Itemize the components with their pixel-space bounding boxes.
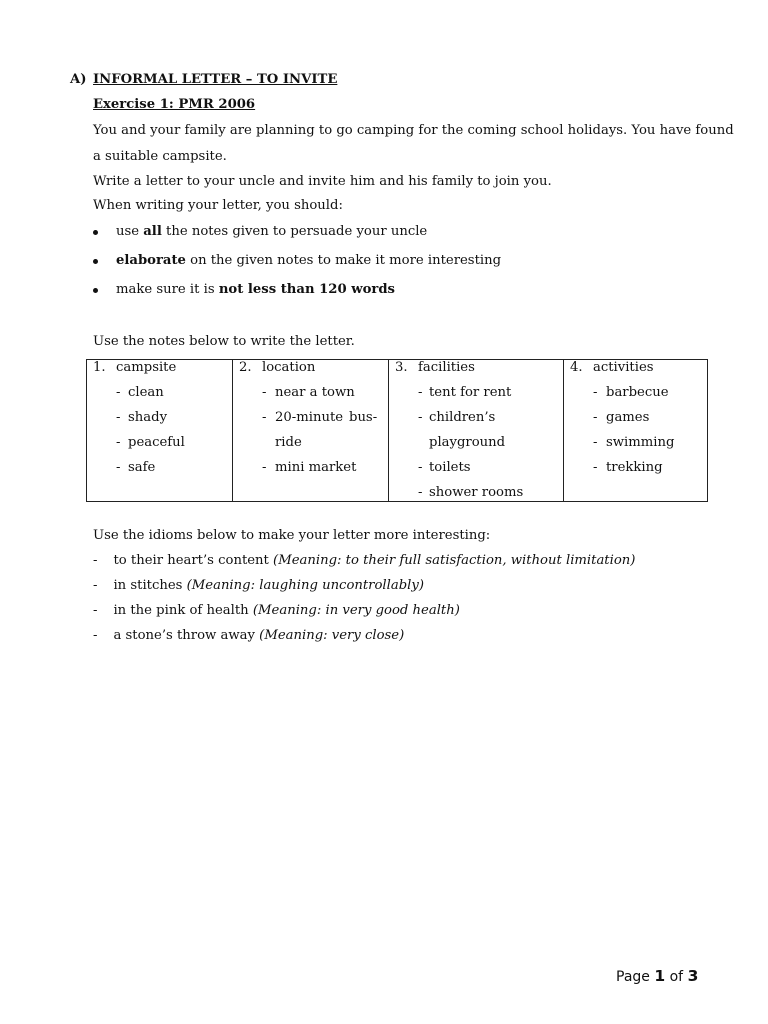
list-item: - in the pink of health (Meaning: in very good health) bbox=[93, 603, 460, 618]
notes-item: ride bbox=[275, 435, 302, 450]
notes-heading: campsite bbox=[116, 360, 177, 375]
section-label: A) bbox=[70, 72, 87, 87]
notes-cell-activities: 4. activities - barbecue - games - swimming - trekking bbox=[564, 360, 708, 502]
notes-heading: location bbox=[262, 360, 316, 375]
notes-item: bus- bbox=[349, 410, 378, 425]
notes-item: games bbox=[606, 410, 650, 425]
list-item: - to their heart’s content (Meaning: to their full satisfaction, without limitation) bbox=[93, 553, 636, 568]
notes-item: safe bbox=[128, 460, 156, 475]
notes-item: shower rooms bbox=[429, 485, 524, 500]
notes-cell-facilities: 3. facilities - tent for rent - children’s playground - toilets - shower rooms bbox=[389, 360, 564, 502]
intro-line-3: Write a letter to your uncle and invite him and his family to join you. bbox=[93, 174, 552, 189]
idioms-intro: Use the idioms below to make your letter more interesting: bbox=[93, 528, 491, 543]
notes-item: children’s bbox=[429, 410, 496, 425]
notes-item: playground bbox=[429, 435, 506, 450]
notes-item: peaceful bbox=[128, 435, 185, 450]
bullet-icon bbox=[93, 288, 98, 293]
notes-item: mini market bbox=[275, 460, 357, 475]
intro-line-2: a suitable campsite. bbox=[93, 149, 227, 164]
notes-item: shady bbox=[128, 410, 168, 425]
notes-item: clean bbox=[128, 385, 164, 400]
notes-item: swimming bbox=[606, 435, 675, 450]
notes-item: tent for rent bbox=[429, 385, 512, 400]
intro-line-1: You and your family are planning to go camping for the coming school holidays. You have found bbox=[93, 123, 734, 138]
bullet-item: elaborate on the given notes to make it more interesting bbox=[116, 253, 502, 268]
bullet-item: use all the notes given to persuade your uncle bbox=[116, 224, 428, 239]
notes-cell-location: 2. location - near a town - 20-minute bus- ride - mini market bbox=[233, 360, 389, 502]
notes-item: 20-minute bbox=[275, 410, 344, 425]
bullet-item: make sure it is not less than 120 words bbox=[116, 282, 395, 297]
notes-heading: activities bbox=[593, 360, 654, 375]
page-number: Page 1 of 3 bbox=[616, 967, 699, 985]
notes-item: toilets bbox=[429, 460, 471, 475]
notes-item: barbecue bbox=[606, 385, 669, 400]
list-item: - a stone’s throw away (Meaning: very close) bbox=[93, 628, 405, 643]
section-title: INFORMAL LETTER – TO INVITE bbox=[93, 72, 338, 87]
notes-intro: Use the notes below to write the letter. bbox=[93, 334, 355, 349]
notes-item: near a town bbox=[275, 385, 355, 400]
bullet-icon bbox=[93, 259, 98, 264]
notes-cell-campsite: 1. campsite - clean - shady - peaceful - safe bbox=[87, 360, 233, 502]
notes-item: trekking bbox=[606, 460, 663, 475]
intro-line-4: When writing your letter, you should: bbox=[93, 198, 343, 213]
list-item: - in stitches (Meaning: laughing uncontrollably) bbox=[93, 578, 424, 593]
bullet-icon bbox=[93, 230, 98, 235]
notes-table bbox=[86, 359, 708, 502]
notes-heading: facilities bbox=[418, 360, 475, 375]
exercise-title: Exercise 1: PMR 2006 bbox=[93, 97, 256, 112]
